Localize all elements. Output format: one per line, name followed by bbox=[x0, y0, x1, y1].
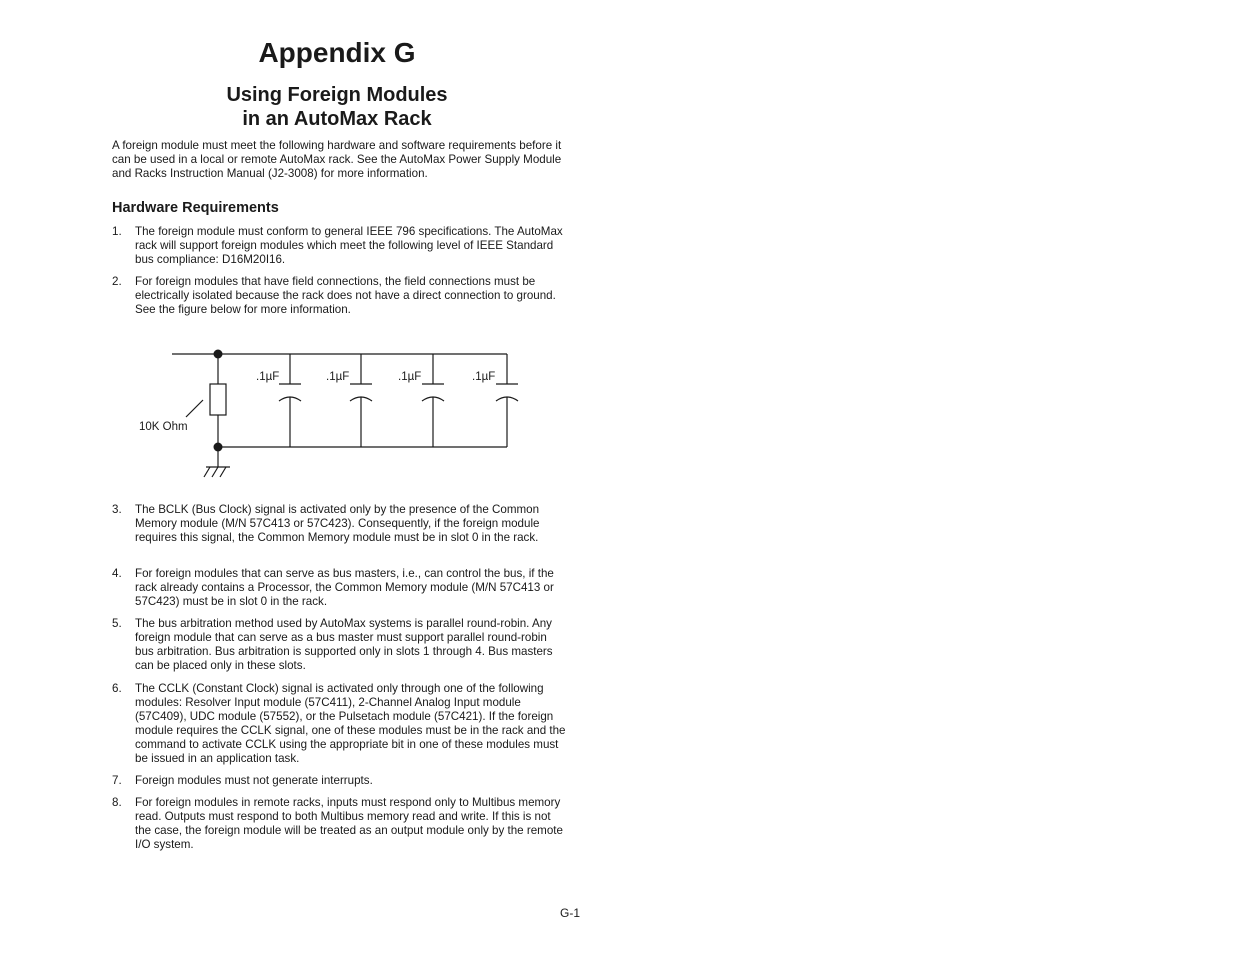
list-item-number: 3. bbox=[112, 503, 122, 516]
capacitor-label-2: .1µF bbox=[326, 371, 350, 383]
ground-hatch bbox=[212, 467, 218, 477]
list-item-text: For foreign modules that can serve as bus masters, i.e., can control the bus, if the rack already contains a Processor, the Common Memory module (M/N 57C413 or 57C423) must be in slot 0 in the rack. bbox=[135, 567, 554, 609]
resistor-label-pointer bbox=[186, 400, 203, 417]
list-item-text: The CCLK (Constant Clock) signal is activated only through one of the following modules: Resolver Input module (57C411), 2-Channel Analog Input module (57C409), UDC module (57552), or the Pulsetach module (57C421). If the foreign module requires the CCLK signal, one of these modules must be in the rack and the command to activate CCLK using the appropriate bit in one of these modules must be issued in an application task. bbox=[135, 682, 566, 766]
list-item-text: The BCLK (Bus Clock) signal is activated only by the presence of the Common Memory module (M/N 57C413 or 57C423). Consequently, if the foreign module requires this signal, the Common Memory module must be in slot 0 in the rack. bbox=[135, 503, 540, 545]
list-item-text: The bus arbitration method used by AutoMax systems is parallel round-robin. Any foreign module that can serve as a bus master must support parallel round-robin bus arbitration. Bus arbitration is supported only in slots 1 through 4. Bus masters can be placed only in these slots. bbox=[135, 617, 553, 673]
junction-dot-top bbox=[214, 350, 223, 359]
subtitle-line-2: in an AutoMax Rack bbox=[242, 108, 432, 130]
capacitor-2 bbox=[350, 354, 372, 447]
list-item-3 bbox=[112, 503, 567, 545]
section-heading: Hardware Requirements bbox=[112, 200, 279, 216]
page-title: Appendix G bbox=[258, 37, 416, 68]
resistor-symbol bbox=[210, 384, 226, 415]
ground-hatch bbox=[220, 467, 226, 477]
list-item-4 bbox=[112, 567, 567, 609]
page-subtitle bbox=[112, 83, 562, 131]
list-item-1 bbox=[112, 225, 567, 267]
intro-paragraph: A foreign module must meet the following hardware and software requirements before it can be used in a local or remote AutoMax rack. See the AutoMax Power Supply Module and Racks Instruction Manual (J2-3008) for more information. bbox=[112, 139, 562, 181]
capacitor-1 bbox=[279, 354, 301, 447]
list-item-number: 1. bbox=[112, 225, 122, 238]
list-item-number: 4. bbox=[112, 567, 122, 580]
list-item-number: 8. bbox=[112, 796, 122, 809]
ground-hatch bbox=[204, 467, 210, 477]
capacitor-3 bbox=[422, 354, 444, 447]
list-item-6 bbox=[112, 682, 567, 767]
list-item-2 bbox=[112, 275, 567, 317]
list-item-number: 6. bbox=[112, 682, 122, 695]
subtitle-line-1: Using Foreign Modules bbox=[226, 84, 448, 106]
junction-dot-bottom bbox=[214, 443, 223, 452]
page-number: G-1 bbox=[560, 906, 581, 920]
list-item-text: For foreign modules that have field connections, the field connections must be electrically isolated because the rack does not have a direct connection to ground. See the figure below for more information. bbox=[135, 275, 556, 317]
list-item-text: The foreign module must conform to general IEEE 796 specifications. The AutoMax rack will support foreign modules which meet the following level of IEEE Standard bus compliance: D16M20I16. bbox=[135, 225, 563, 267]
list-item-text: For foreign modules in remote racks, inputs must respond only to Multibus memory read. Outputs must respond to both Multibus memory read and write. If this is not the case, the foreign module will be treated as an output module only by the remote I/O system. bbox=[135, 796, 563, 852]
list-item-number: 5. bbox=[112, 617, 122, 630]
capacitor-4 bbox=[496, 354, 518, 447]
list-item-text: Foreign modules must not generate interrupts. bbox=[135, 774, 373, 787]
capacitor-label-3: .1µF bbox=[398, 371, 422, 383]
list-item-7 bbox=[112, 774, 567, 788]
list-item-number: 7. bbox=[112, 774, 122, 787]
isolation-circuit-figure bbox=[130, 340, 530, 485]
capacitor-label-1: .1µF bbox=[256, 371, 280, 383]
list-item-number: 2. bbox=[112, 275, 122, 288]
resistor-label: 10K Ohm bbox=[139, 421, 188, 433]
list-item-5 bbox=[112, 617, 567, 673]
capacitor-label-4: .1µF bbox=[472, 371, 496, 383]
list-item-8 bbox=[112, 796, 567, 852]
